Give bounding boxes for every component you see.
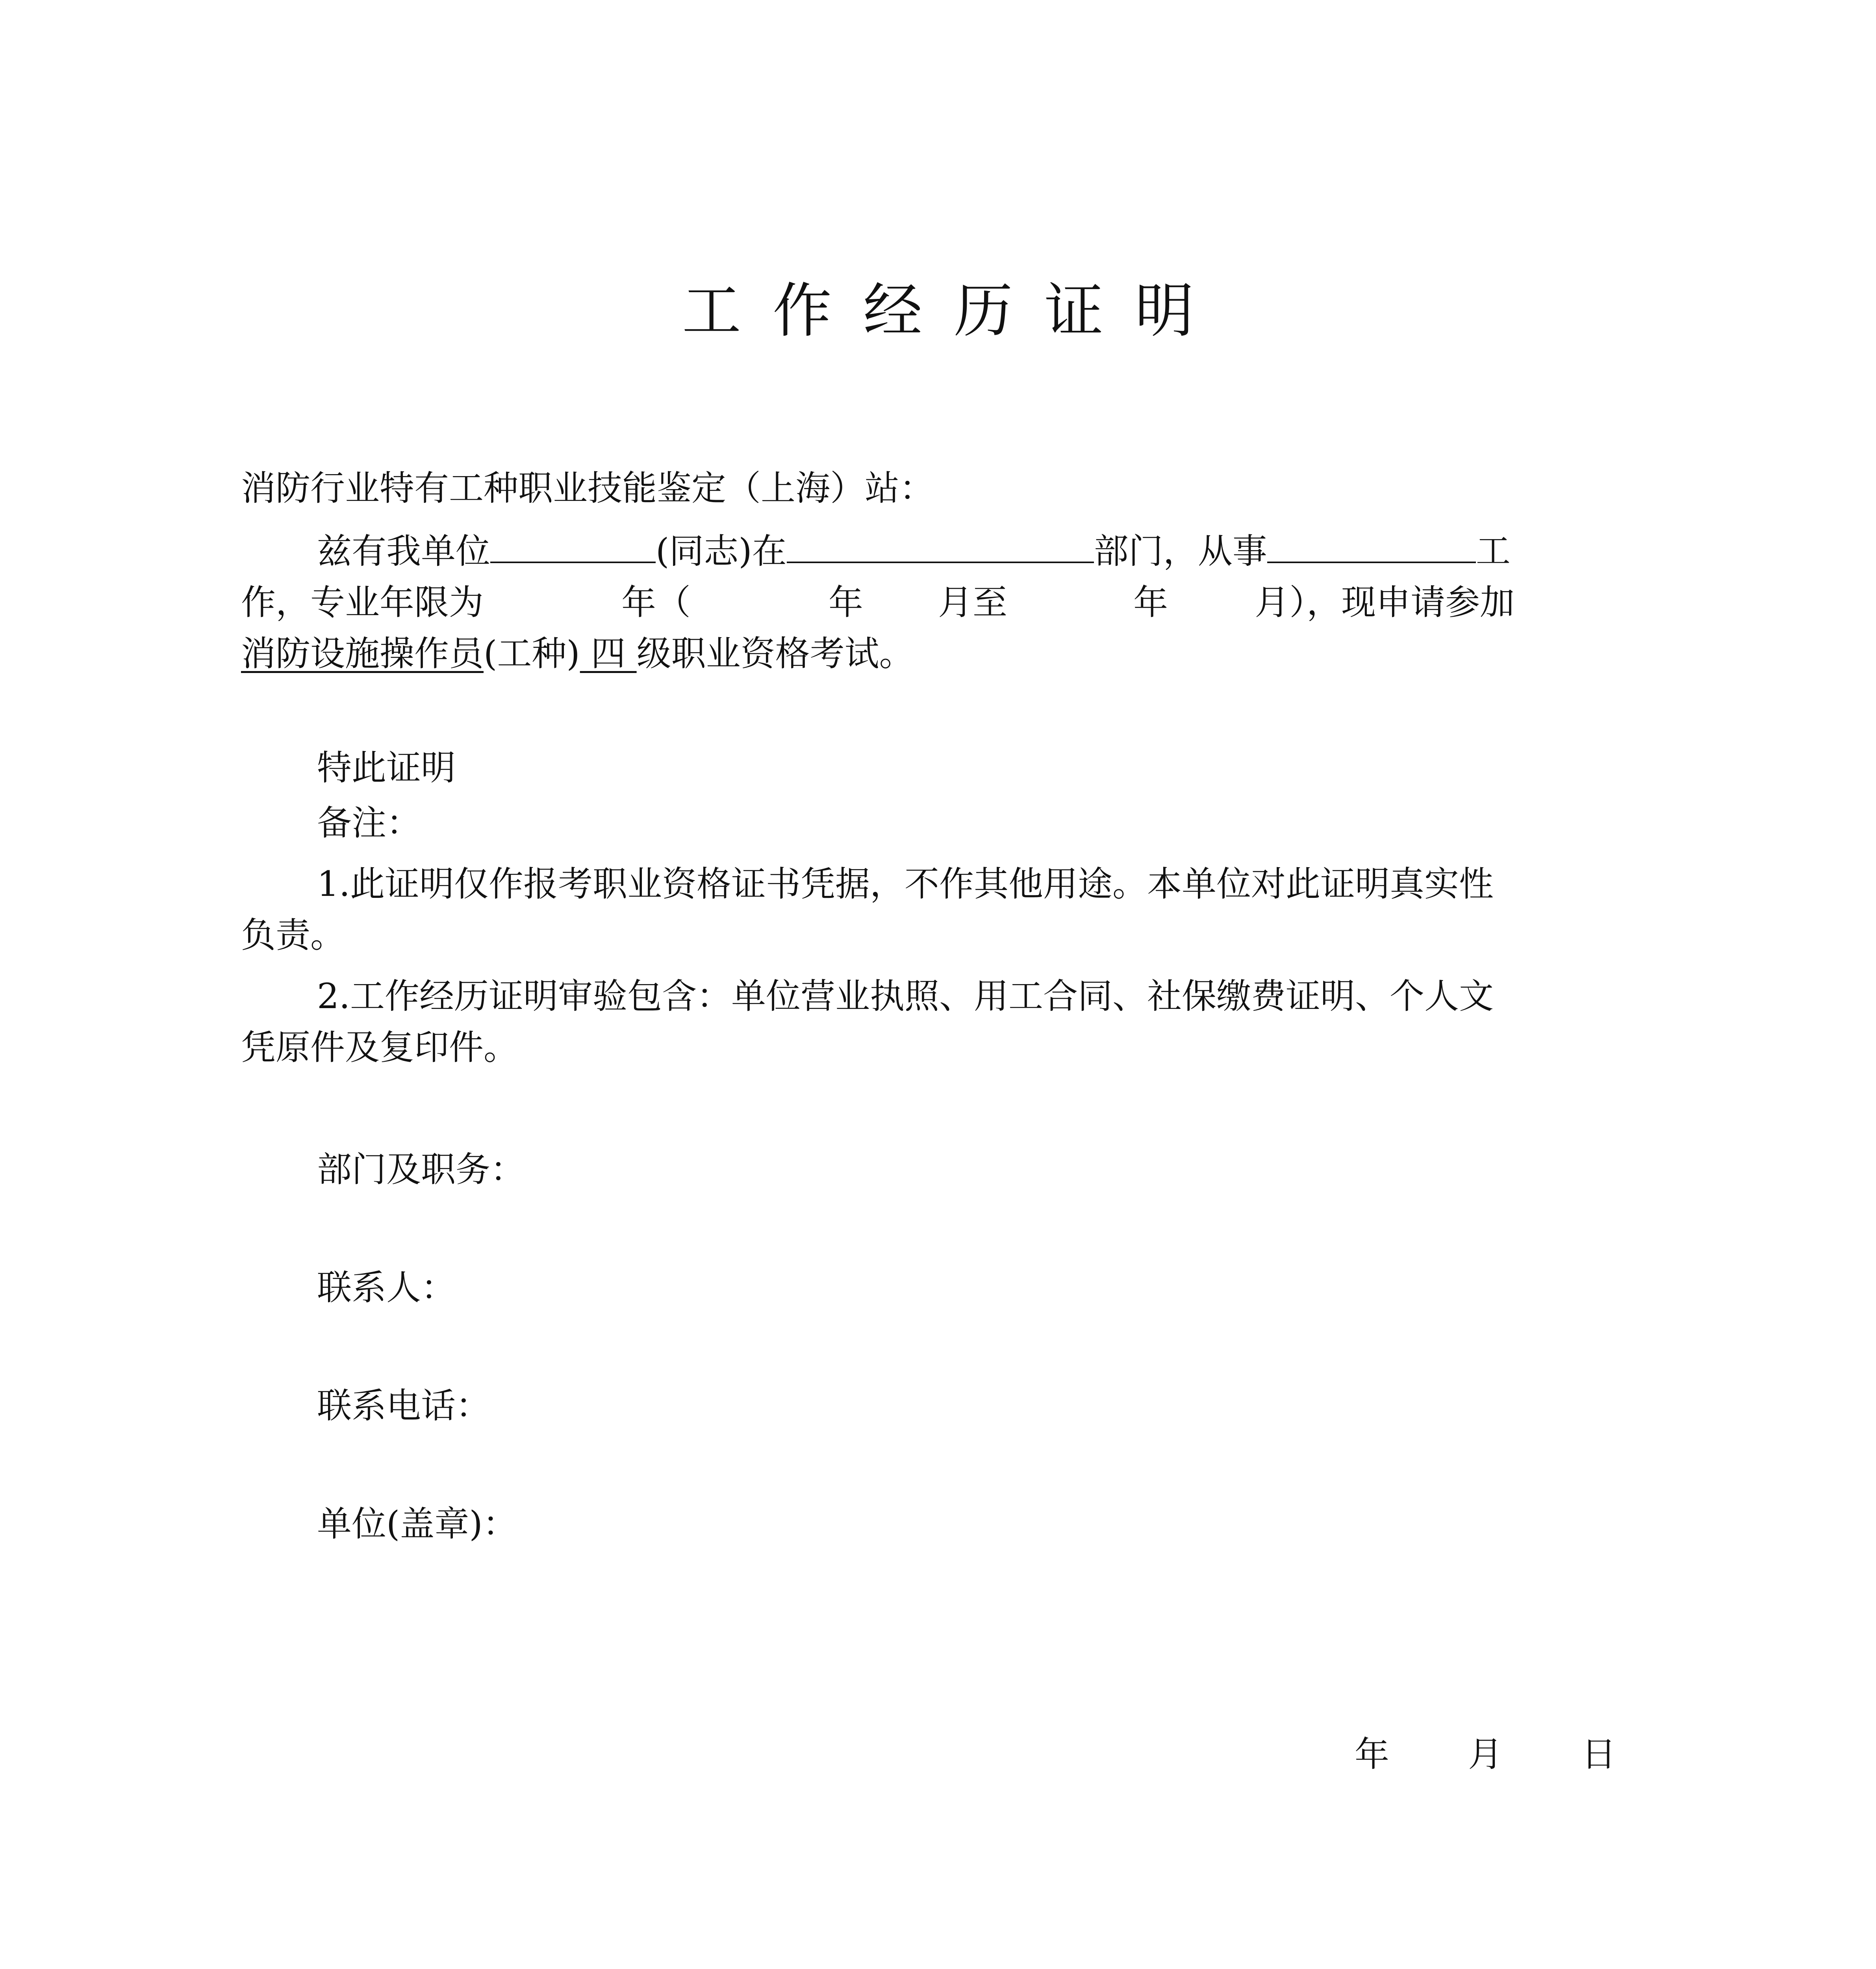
department-field-label: 部门及职务： xyxy=(317,1149,525,1190)
body-text: 作，专业年限为 xyxy=(241,582,484,623)
phone-field-label: 联系电话： xyxy=(317,1385,491,1426)
level-value: 四 xyxy=(580,633,637,674)
body-text: (同志)在 xyxy=(656,531,787,571)
title-char: 证 xyxy=(1044,277,1104,345)
title-char: 作 xyxy=(773,277,832,345)
title-char: 经 xyxy=(863,277,923,345)
name-blank[interactable] xyxy=(490,528,656,563)
body-text: 工 xyxy=(1476,531,1511,571)
body-text: 部门，从事 xyxy=(1094,531,1267,571)
body-text: 月），现申请参加 xyxy=(1255,582,1515,623)
date-day: 日 xyxy=(1581,1734,1616,1774)
addressee: 消防行业特有工种职业技能鉴定（上海）站： xyxy=(241,468,934,508)
body-line-1 xyxy=(317,528,1511,575)
remark-item-1: 1.此证明仅作报考职业资格证书凭据，不作其他用途。本单位对此证明真实性 xyxy=(317,864,1494,904)
title-char: 工 xyxy=(682,277,742,345)
unit-seal-field-label: 单位(盖章)： xyxy=(317,1504,517,1544)
work-type-blank[interactable] xyxy=(1267,528,1476,563)
date-year: 年 xyxy=(1355,1734,1390,1774)
department-blank[interactable] xyxy=(787,528,1094,563)
date-month: 月 xyxy=(1468,1734,1503,1774)
page-title xyxy=(0,272,1876,350)
job-title: 消防设施操作员 xyxy=(241,633,484,674)
title-char: 明 xyxy=(1135,277,1194,345)
body-text: 月至 xyxy=(938,582,1008,623)
body-line-2 xyxy=(241,579,1515,626)
contact-field-label: 联系人： xyxy=(317,1267,456,1308)
remark-item-2: 2.工作经历证明审验包含：单位营业执照、用工合同、社保缴费证明、个人文 xyxy=(317,976,1494,1016)
body-text: 级职业资格考试。 xyxy=(636,633,914,674)
remark-item-2-cont: 凭原件及复印件。 xyxy=(241,1027,519,1068)
body-text: 兹有我单位 xyxy=(317,531,491,571)
body-line-3 xyxy=(241,630,914,677)
body-text: 年 xyxy=(1133,582,1168,623)
remarks-label: 备注： xyxy=(317,803,421,843)
signature-date xyxy=(1355,1731,1616,1778)
body-text: 年（ xyxy=(621,582,691,623)
body-text: (工种) xyxy=(484,633,580,674)
title-char: 历 xyxy=(954,277,1013,345)
certify-text: 特此证明 xyxy=(317,747,456,788)
remark-item-1-cont: 负责。 xyxy=(241,915,345,955)
body-text: 年 xyxy=(829,582,864,623)
